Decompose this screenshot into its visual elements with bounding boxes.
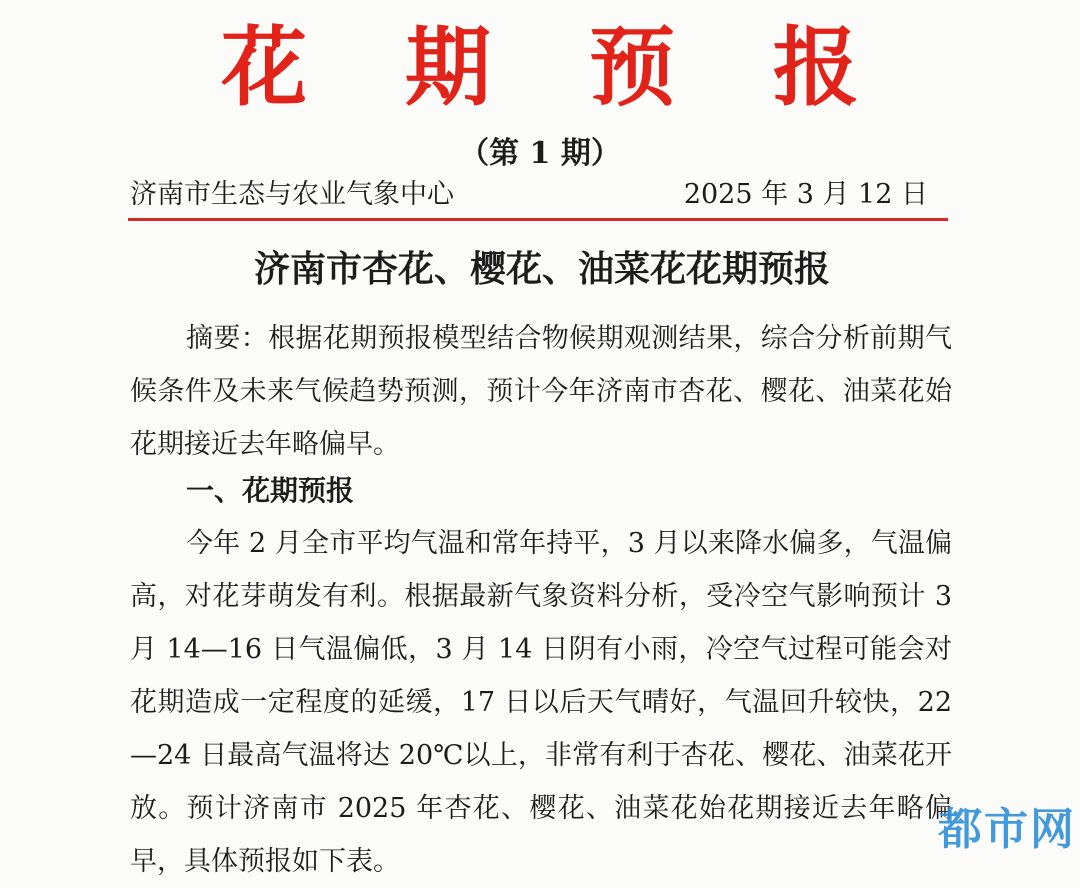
forecast-paragraph: 今年 2 月全市平均气温和常年持平，3 月以来降水偏多，气温偏高，对花芽萌发有利。根据最新气象资料分析，受冷空气影响预计 3 月 14—16 日气温偏低，3 月 14 日阴有小雨，冷空气过程可能会对花期造成一定程度的延缓，17 日以后天气晴好，气温回升较快，22—24 日最高气温将达 20℃以上，非常有利于杏花、樱花、油菜花开放。预计济南市 2025 年杏花、樱花、油菜花始花期接近去年略偏早，具体预报如下表。 xyxy=(130,528,952,877)
issue-number: （第 1 期） xyxy=(459,136,621,171)
masthead-title: 花 期 预 报 xyxy=(221,17,893,118)
issuing-agency: 济南市生态与农业气象中心 xyxy=(130,179,454,210)
watermark-logo: 都市网 xyxy=(938,804,1076,855)
section-heading: 一、花期预报 xyxy=(186,474,355,507)
issue-date: 2025 年 3 月 12 日 xyxy=(683,179,928,210)
article-title: 济南市杏花、樱花、油菜花花期预报 xyxy=(253,248,830,290)
red-divider xyxy=(128,218,948,221)
abstract-paragraph: 摘要：根据花期预报模型结合物候期观测结果，综合分析前期气候条件及未来气候趋势预测，预计今年济南市杏花、樱花、油菜花始花期接近去年略偏早。 xyxy=(130,323,952,460)
